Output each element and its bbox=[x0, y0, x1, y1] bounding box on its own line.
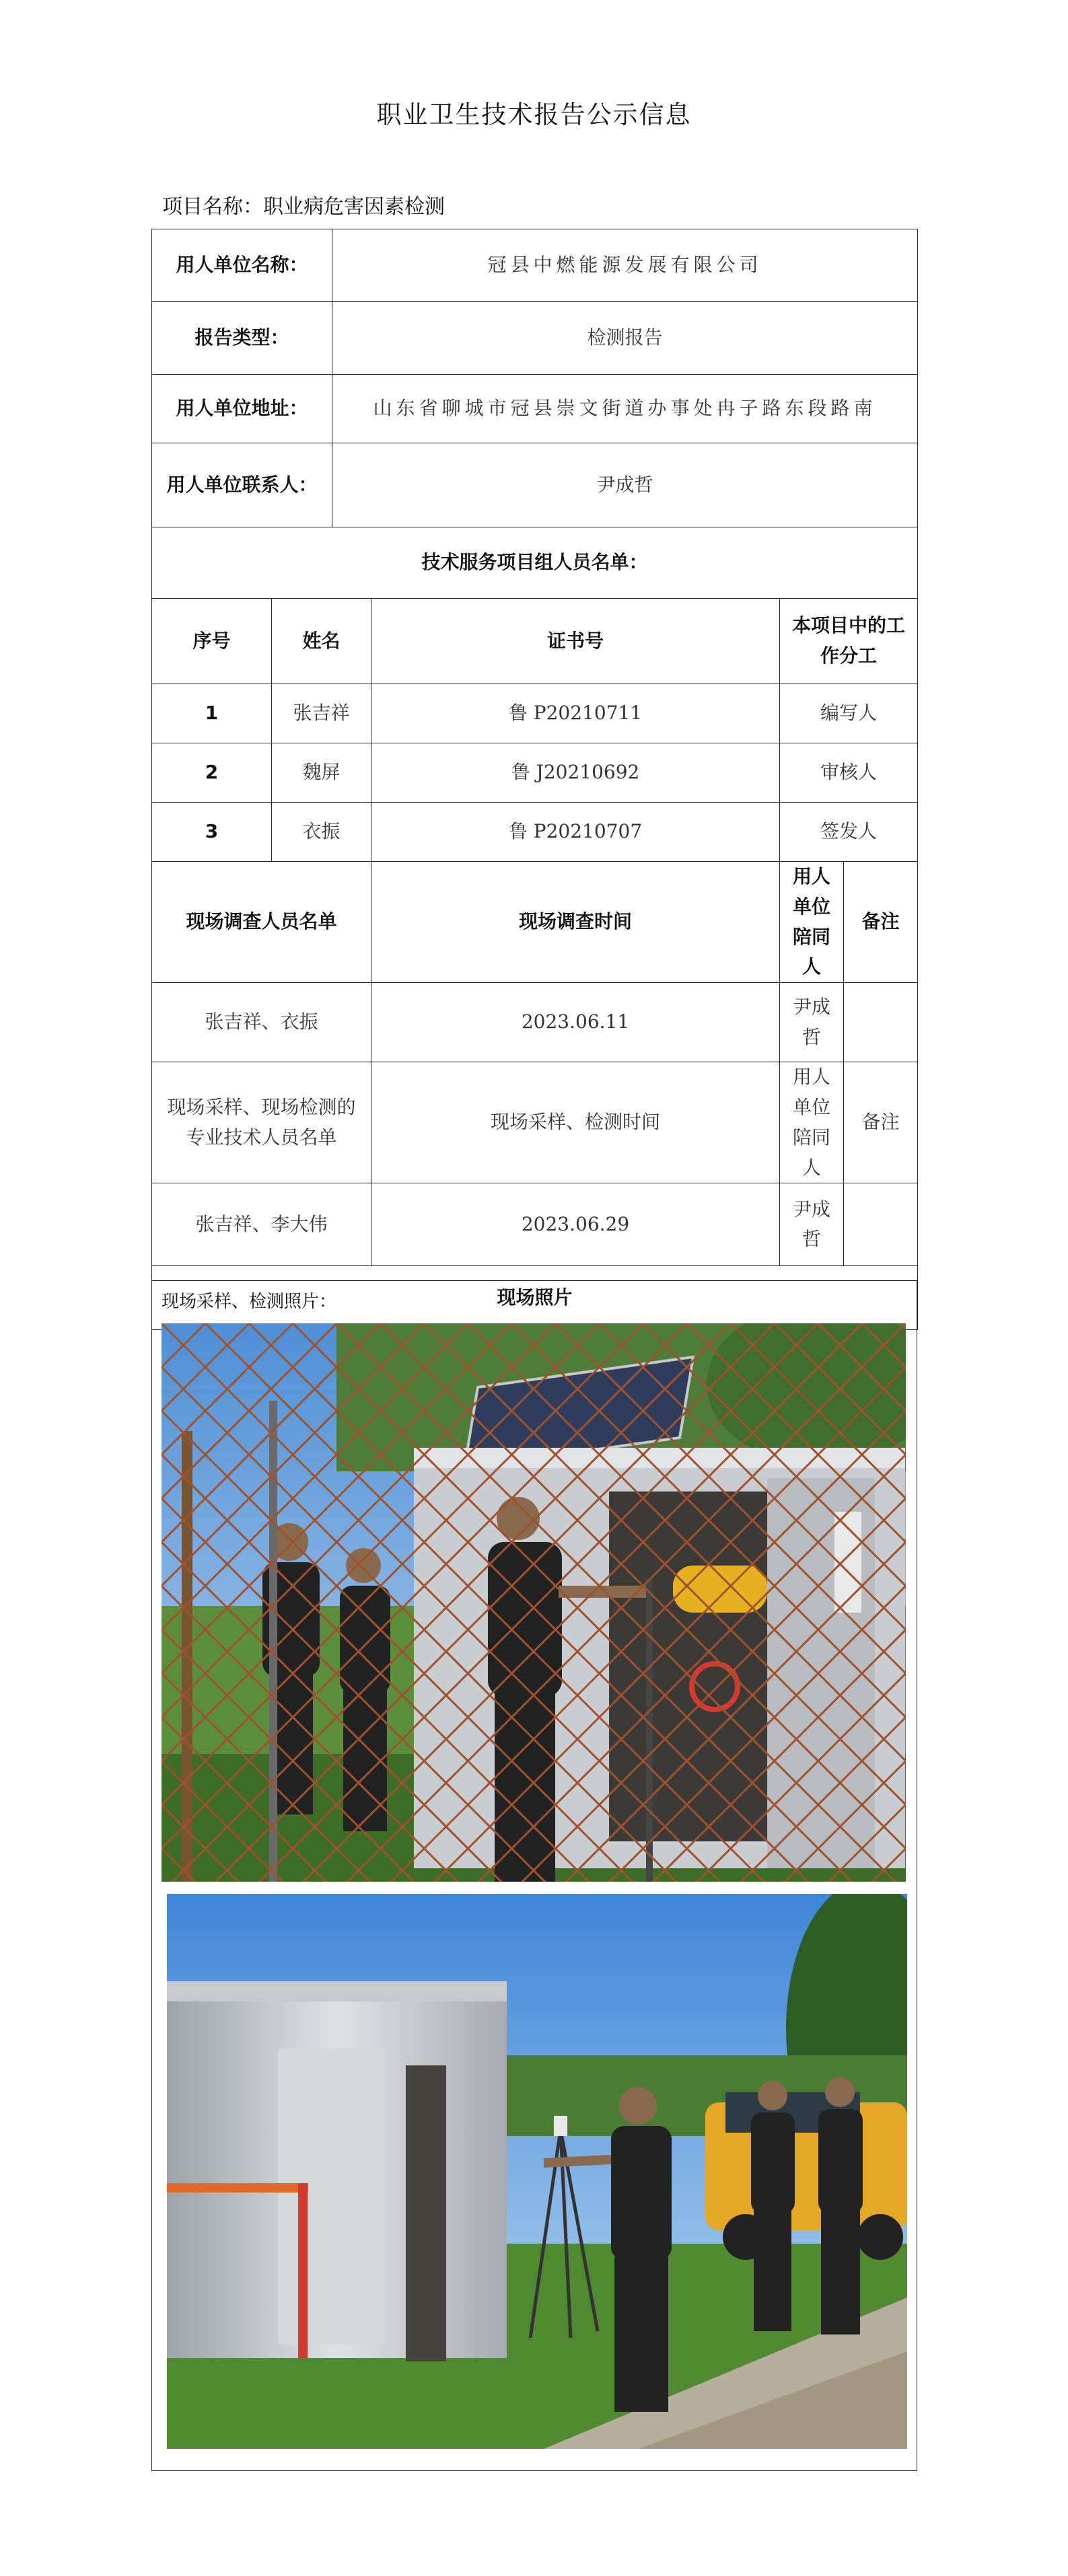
column-header: 现场采样、检测时间 bbox=[371, 1062, 780, 1183]
info-value: 冠县中燃能源发展有限公司 bbox=[332, 229, 918, 302]
team-heading-row bbox=[152, 527, 918, 599]
team-no: 3 bbox=[152, 803, 272, 862]
info-row bbox=[152, 302, 918, 375]
report-table bbox=[151, 229, 918, 1330]
site-photo-1 bbox=[162, 1323, 906, 1882]
team-name: 魏屏 bbox=[272, 743, 371, 803]
survey-header-row bbox=[152, 862, 918, 983]
table-row bbox=[152, 983, 918, 1062]
table-row bbox=[152, 684, 918, 743]
column-header: 备注 bbox=[844, 862, 918, 983]
info-label: 报告类型： bbox=[152, 302, 332, 375]
survey-date: 2023.06.11 bbox=[371, 983, 780, 1062]
site-photo-2-image bbox=[167, 1894, 907, 2449]
table-row bbox=[152, 803, 918, 862]
sampling-header-row bbox=[152, 1062, 918, 1183]
info-label: 用人单位名称： bbox=[152, 229, 332, 302]
photo-section bbox=[151, 1280, 917, 2471]
photos-heading: 现场照片 bbox=[152, 1266, 918, 1330]
info-label: 用人单位地址： bbox=[152, 375, 332, 443]
column-header: 现场调查人员名单 bbox=[152, 862, 371, 983]
info-row bbox=[152, 443, 918, 527]
photo-caption: 现场采样、检测照片： bbox=[162, 1292, 337, 1312]
team-name: 衣振 bbox=[272, 803, 371, 862]
survey-escort: 尹成哲 bbox=[780, 983, 844, 1062]
page-title: 职业卫生技术报告公示信息 bbox=[376, 100, 692, 129]
info-row bbox=[152, 229, 918, 302]
sampling-date: 2023.06.29 bbox=[371, 1183, 780, 1266]
column-header: 序号 bbox=[152, 599, 272, 684]
project-value: 职业病危害因素检测 bbox=[263, 195, 445, 219]
team-role: 审核人 bbox=[780, 743, 918, 803]
team-no: 1 bbox=[152, 684, 272, 743]
info-value: 山东省聊城市冠县崇文街道办事处冉子路东段路南 bbox=[332, 375, 918, 443]
team-no: 2 bbox=[152, 743, 272, 803]
column-header: 本项目中的工作分工 bbox=[780, 599, 918, 684]
team-cert: 鲁 P20210711 bbox=[371, 684, 780, 743]
team-cert: 鲁 P20210707 bbox=[371, 803, 780, 862]
project-name bbox=[162, 190, 445, 219]
table-row bbox=[152, 1183, 918, 1266]
column-header: 现场采样、现场检测的专业技术人员名单 bbox=[152, 1062, 371, 1183]
survey-note bbox=[844, 983, 918, 1062]
team-cert: 鲁 J20210692 bbox=[371, 743, 780, 803]
team-header-row bbox=[152, 599, 918, 684]
site-photo-1-image bbox=[162, 1323, 906, 1882]
sampling-people: 张吉祥、李大伟 bbox=[152, 1183, 371, 1266]
site-photo-2 bbox=[167, 1894, 907, 2449]
sampling-note bbox=[844, 1183, 918, 1266]
info-value: 检测报告 bbox=[332, 302, 918, 375]
column-header: 现场调查时间 bbox=[371, 862, 780, 983]
column-header: 用人单位陪同人 bbox=[780, 1062, 844, 1183]
column-header: 用人单位陪同人 bbox=[780, 862, 844, 983]
team-role: 签发人 bbox=[780, 803, 918, 862]
team-name: 张吉祥 bbox=[272, 684, 371, 743]
survey-people: 张吉祥、衣振 bbox=[152, 983, 371, 1062]
info-label: 用人单位联系人： bbox=[152, 443, 332, 527]
info-value: 尹成哲 bbox=[332, 443, 918, 527]
column-header: 姓名 bbox=[272, 599, 371, 684]
column-header: 备注 bbox=[844, 1062, 918, 1183]
team-role: 编写人 bbox=[780, 684, 918, 743]
info-row bbox=[152, 375, 918, 443]
project-label: 项目名称： bbox=[162, 195, 263, 219]
sampling-escort: 尹成哲 bbox=[780, 1183, 844, 1266]
table-row bbox=[152, 743, 918, 803]
team-heading: 技术服务项目组人员名单： bbox=[152, 527, 918, 599]
column-header: 证书号 bbox=[371, 599, 780, 684]
